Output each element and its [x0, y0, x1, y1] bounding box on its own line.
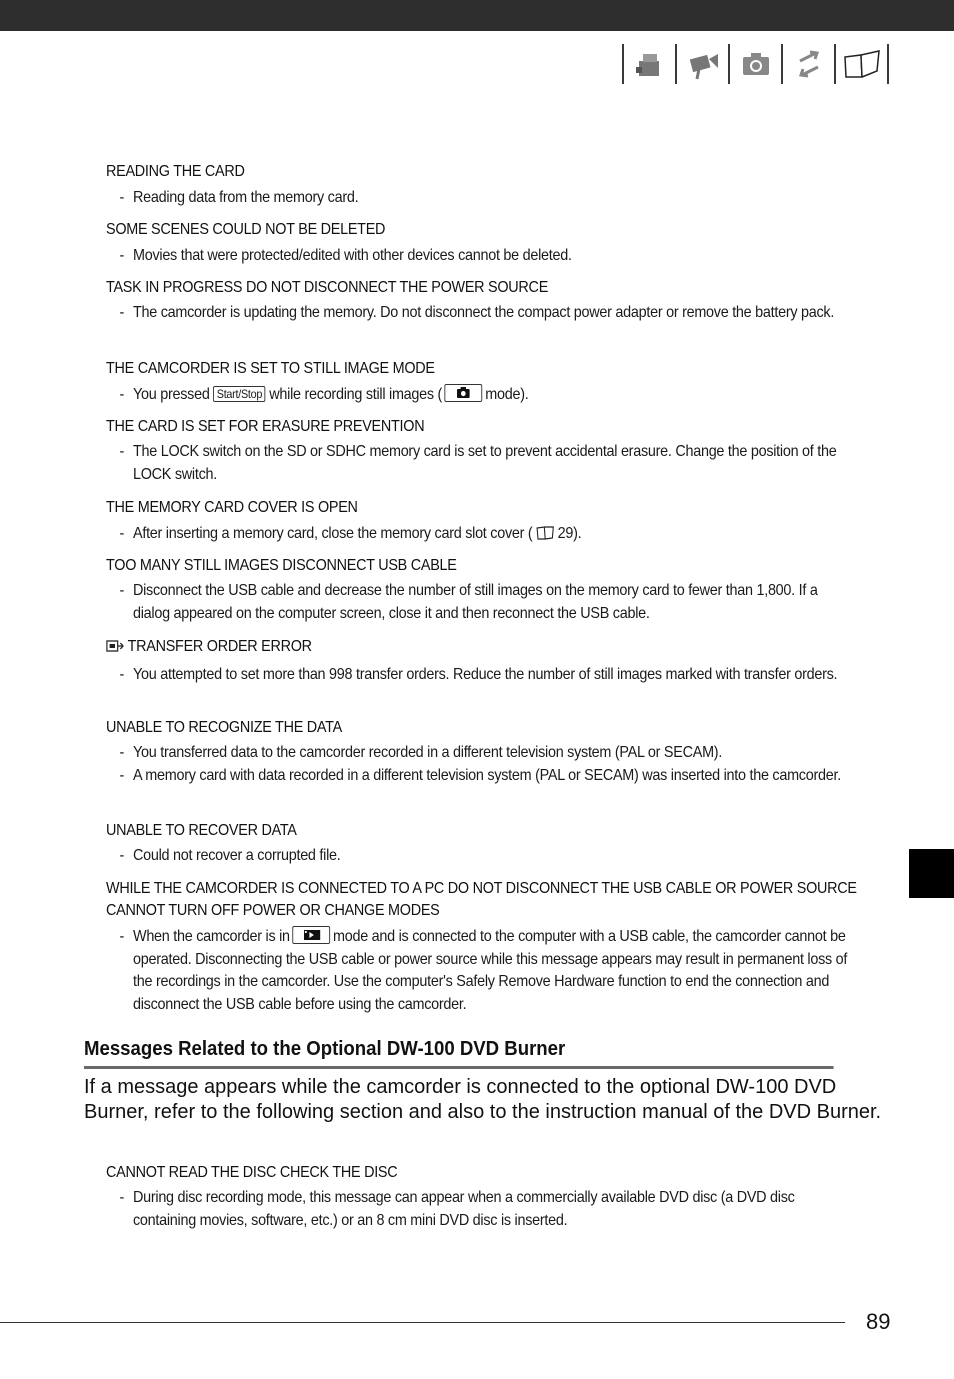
message-item: - You pressed Start/Stop while recording still images ( mode).	[119, 386, 529, 403]
message-heading: UNABLE TO RECOVER DATA	[106, 822, 297, 839]
message-card-cover-open	[106, 497, 896, 548]
message-cannot-read-disc	[106, 1162, 896, 1232]
message-item: - Reading data from the memory card.	[119, 189, 359, 206]
message-item: - Disconnect the USB cable and decrease the number of still images on the memory card to fewer than 1,800. If a dialog appeared on the computer screen, close it and then reconnect the USB cable.	[119, 582, 818, 622]
message-item: - The camcorder is updating the memory. Do not disconnect the compact power adapter or remove the battery pack.	[119, 304, 835, 321]
message-connected-to-pc	[106, 878, 896, 1016]
connection-arrows-icon	[781, 44, 834, 84]
transfer-order-icon	[106, 638, 124, 661]
message-heading-line-2: CANNOT TURN OFF POWER OR CHANGE MODES	[106, 902, 440, 919]
playback-mode-icon	[292, 926, 330, 944]
start-stop-button-symbol: Start/Stop	[213, 386, 266, 402]
page-number: 89	[866, 1309, 891, 1334]
message-heading: THE MEMORY CARD COVER IS OPEN	[106, 499, 358, 516]
message-item: - The LOCK switch on the SD or SDHC memory card is set to prevent accidental erasure. Change the position of the LOCK switch.	[119, 443, 837, 483]
message-heading: THE CAMCORDER IS SET TO STILL IMAGE MODE	[106, 360, 435, 377]
message-item: - You attempted to set more than 998 transfer orders. Reduce the number of still images marked with transfer orders.	[119, 666, 838, 683]
book-icon	[834, 44, 889, 84]
message-item: - Could not recover a corrupted file.	[119, 847, 341, 864]
message-heading: WHILE THE CAMCORDER IS CONNECTED TO A PC DO NOT DISCONNECT THE USB CABLE OR POWER SOURCE	[106, 880, 857, 897]
chapter-icon-bar	[622, 44, 889, 86]
dvd-burner-intro: If a message appears while the camcorder is connected to the optional DW-100 DVD Burner, refer to the following section and also to the instruction manual of the DVD Burner.	[84, 1076, 882, 1123]
message-heading: SOME SCENES COULD NOT BE DELETED	[106, 221, 386, 238]
message-item: - Movies that were protected/edited with other devices cannot be deleted.	[119, 247, 572, 264]
movie-camera-icon	[675, 44, 728, 84]
top-bar	[0, 0, 954, 31]
message-heading: UNABLE TO RECOGNIZE THE DATA	[106, 719, 342, 736]
message-task-in-progress	[106, 277, 896, 325]
message-item: - When the camcorder is in mode and is connected to the computer with a USB cable, the camcorder cannot be operated. Disconnecting the USB cable or power source while this message appears may result in permanent loss of the recordings in the camcorder. Use the computer's Safely Remove Hardware function to end the connection and disconnect the USB cable before using the camcorder.	[119, 928, 848, 1013]
still-camera-mode-icon	[445, 384, 483, 402]
camcorder-package-icon	[622, 44, 675, 84]
message-item: - During disc recording mode, this message can appear when a commercially available DVD disc (a DVD disc containing movies, software, etc.) or an 8 cm mini DVD disc is inserted.	[119, 1189, 795, 1229]
message-item: - You transferred data to the camcorder recorded in a different television system (PAL or SECAM).	[119, 744, 723, 761]
message-item: - A memory card with data recorded in a different television system (PAL or SECAM) was inserted into the camcorder.	[119, 766, 841, 784]
message-unable-recover-data	[106, 820, 896, 868]
message-still-image-mode	[106, 358, 896, 407]
message-erasure-prevention	[106, 416, 896, 486]
message-heading: THE CARD IS SET FOR ERASURE PREVENTION	[106, 418, 425, 435]
message-scenes-not-deleted	[106, 219, 896, 268]
message-transfer-order-error	[106, 636, 896, 687]
message-unable-recognize-data	[106, 717, 896, 787]
message-item: - After inserting a memory card, close the memory card slot cover ( 29).	[106, 523, 858, 548]
message-reading-card	[106, 161, 896, 210]
dvd-burner-section-title: Messages Related to the Optional DW-100 DVD Burner	[84, 1036, 834, 1069]
chapter-side-tab	[909, 849, 954, 898]
message-too-many-still-images	[106, 555, 896, 625]
footer-rule	[0, 1322, 845, 1323]
message-heading: CANNOT READ THE DISC CHECK THE DISC	[106, 1164, 398, 1181]
still-camera-icon	[728, 44, 781, 84]
message-heading: TASK IN PROGRESS DO NOT DISCONNECT THE POWER SOURCE	[106, 279, 549, 296]
message-heading: TOO MANY STILL IMAGES DISCONNECT USB CABLE	[106, 557, 457, 574]
message-heading: TRANSFER ORDER ERROR	[106, 636, 817, 661]
book-reference-icon	[536, 525, 554, 548]
message-heading: READING THE CARD	[106, 163, 245, 180]
